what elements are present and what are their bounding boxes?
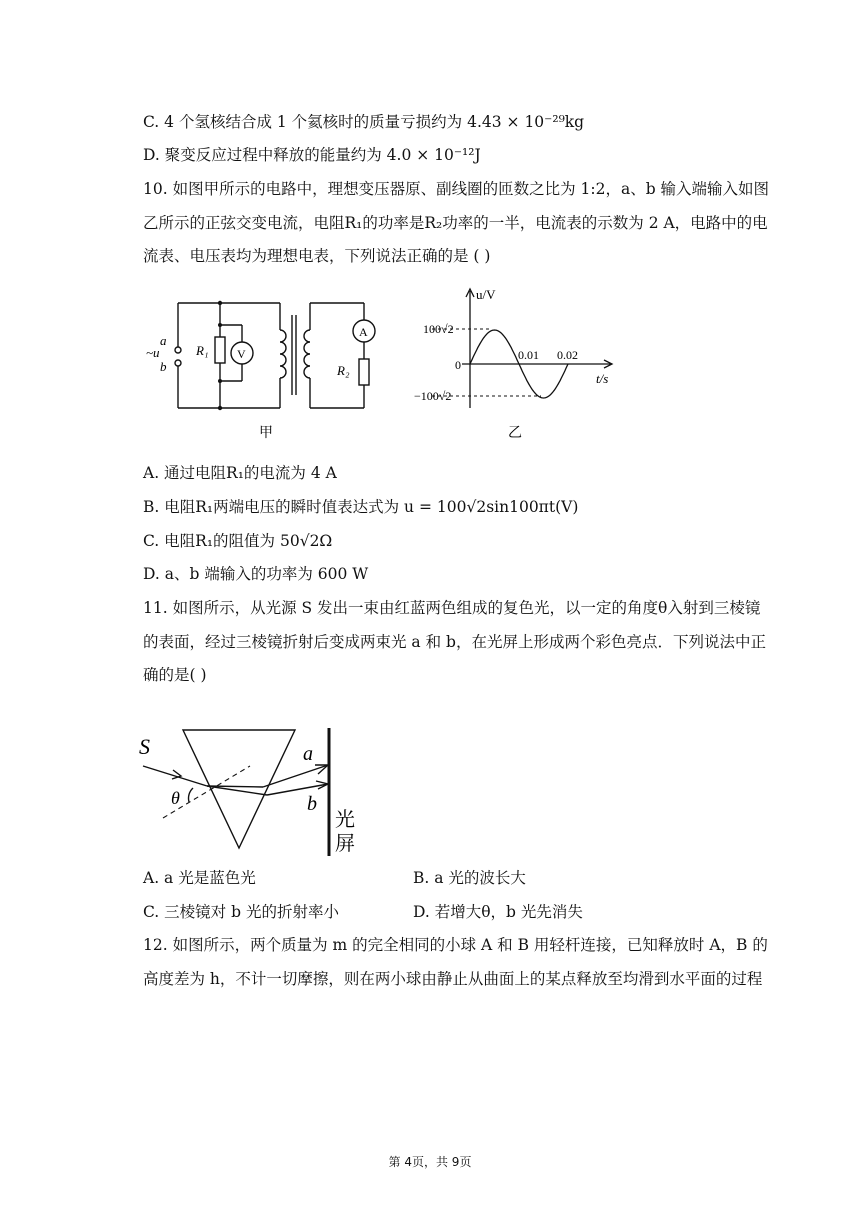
x-axis-label: t/s [596, 371, 609, 386]
ray-a-label: a [303, 743, 313, 765]
q10-stem-line-1: 10. 如图甲所示的电路中，理想变压器原、副线圈的匝数之比为 1:2，a、b 输入端输入如图 [143, 180, 770, 198]
tick-0-02-label: 0.02 [557, 348, 578, 362]
y-axis-label: u/V [476, 287, 496, 302]
r1-label: R₁ [196, 343, 209, 358]
q11-prism-diagram [135, 720, 375, 865]
screen-label-1: 光 [335, 809, 355, 831]
r2-label: R₂ [337, 363, 350, 378]
voltmeter-label: V [237, 347, 246, 361]
q10-option-c: C. 电阻R₁的阻值为 50√2Ω [143, 532, 333, 550]
peak-positive-label: 100√2 [423, 322, 454, 336]
q11-stem-line-2: 的表面，经过三棱镜折射后变成两束光 a 和 b，在光屏上形成两个彩色亮点．下列说法中正 [143, 633, 766, 651]
ray-b-label: b [307, 793, 317, 815]
q9-option-d: D. 聚变反应过程中释放的能量约为 4.0 × 10⁻¹²J [143, 146, 481, 164]
q10-option-a: A. 通过电阻R₁的电流为 4 A [143, 464, 337, 482]
terminal-a-label: a [160, 333, 167, 348]
q9-option-c: C. 4 个氢核结合成 1 个氦核时的质量亏损约为 4.43 × 10⁻²⁹kg [143, 113, 585, 131]
q11-option-d: D. 若增大θ，b 光先消失 [413, 903, 583, 921]
q11-stem-line-1: 11. 如图所示，从光源 S 发出一束由红蓝两色组成的复色光，以一定的角度θ入射到三棱镜 [143, 599, 761, 617]
q10-sine-graph [410, 283, 630, 443]
q11-stem-line-3: 确的是( ) [143, 666, 207, 684]
tick-0-01-label: 0.01 [518, 348, 539, 362]
screen-label-2: 屏 [335, 833, 355, 855]
input-voltage-label: ~u [146, 345, 160, 360]
q10-stem-line-3: 流表、电压表均为理想电表，下列说法正确的是 ( ) [143, 247, 491, 265]
q10-stem-line-2: 乙所示的正弦交变电流，电阻R₁的功率是R₂功率的一半，电流表的示数为 2 A，电路中的电 [143, 214, 768, 232]
fig-yi-caption: 乙 [508, 426, 522, 441]
origin-label: 0 [455, 358, 461, 372]
q10-option-d: D. a、b 端输入的功率为 600 W [143, 565, 369, 583]
peak-negative-label: −100√2 [414, 389, 452, 403]
ammeter-label: A [359, 325, 368, 339]
q12-stem-line-1: 12. 如图所示，两个质量为 m 的完全相同的小球 A 和 B 用轻杆连接，已知释放时 A，B 的 [143, 936, 768, 954]
terminal-b-label: b [160, 359, 167, 374]
fig-jia-caption: 甲 [259, 426, 273, 441]
page-footer: 第 4页，共 9页 [388, 1155, 472, 1169]
q10-circuit-diagram [140, 295, 390, 445]
q10-option-b: B. 电阻R₁两端电压的瞬时值表达式为 u = 100√2sin100πt(V) [143, 498, 579, 516]
q12-stem-line-2: 高度差为 h，不计一切摩擦，则在两小球由静止从曲面上的某点释放至均滑到水平面的过程 [143, 970, 763, 988]
q11-option-a: A. a 光是蓝色光 [143, 869, 256, 887]
q11-option-b: B. a 光的波长大 [413, 869, 526, 887]
q11-option-c: C. 三棱镜对 b 光的折射率小 [143, 903, 339, 921]
light-source-label: S [139, 734, 150, 759]
theta-label: θ [171, 788, 180, 808]
